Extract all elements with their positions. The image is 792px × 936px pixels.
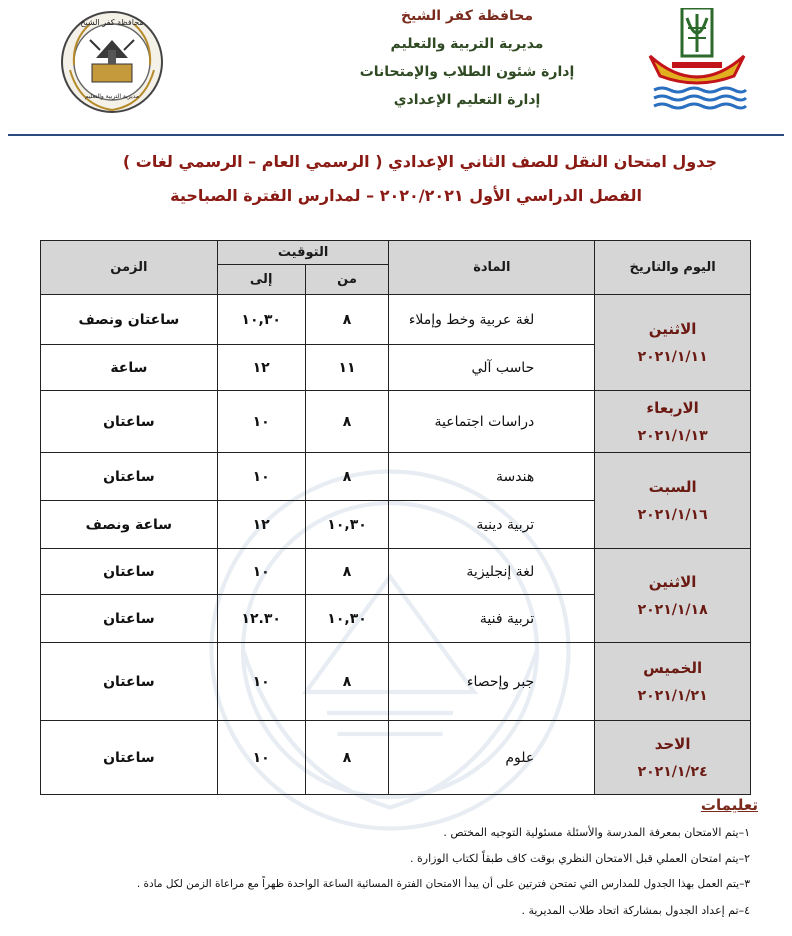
seal-top-text: محافظة كفر الشيخ <box>80 18 144 27</box>
seal-bottom-text: مديرية التربية والتعليم <box>84 93 140 100</box>
subject-cell: تربية فنية <box>389 595 595 643</box>
from-cell: ٨ <box>305 643 389 721</box>
day-name: الاثنين <box>648 319 697 338</box>
header-day-date: اليوم والتاريخ <box>595 241 751 295</box>
table-row <box>41 549 751 595</box>
day-cell <box>595 643 751 721</box>
day-name: الاربعاء <box>646 398 699 417</box>
governorate-boat-logo <box>642 8 752 114</box>
day-cell <box>595 391 751 453</box>
schedule-subtitle: الفصل الدراسي الأول ٢٠٢٠/٢٠٢١ – لمدارس الفترة الصباحية <box>170 186 642 205</box>
duration-cell: ساعتان <box>41 721 218 795</box>
header-directorate: مديرية التربية والتعليم <box>390 36 544 52</box>
to-cell: ١٢ <box>217 345 305 391</box>
header-subject: المادة <box>389 241 595 295</box>
table-row <box>41 453 751 501</box>
instructions-title: تعليمات <box>700 796 758 814</box>
schedule-title: جدول امتحان النقل للصف الثاني الإعدادي ( الرسمي العام – الرسمي لغات ) <box>122 152 717 171</box>
instruction-item: ٢–يتم امتحان العملي قبل الامتحان النظري بوقت كاف طبقاً لكتاب الوزارة . <box>410 852 750 865</box>
day-cell <box>595 549 751 643</box>
duration-cell: ساعة ونصف <box>41 501 218 549</box>
from-cell: ١١ <box>305 345 389 391</box>
from-cell: ٨ <box>305 721 389 795</box>
from-cell: ٨ <box>305 391 389 453</box>
day-name: الخميس <box>643 658 703 677</box>
table-row <box>41 295 751 345</box>
from-cell: ٨ <box>305 453 389 501</box>
exam-schedule-table <box>40 240 751 795</box>
instruction-item: ٤–تم إعداد الجدول بمشاركة اتحاد طلاب المديرية . <box>521 904 750 917</box>
header-from: من <box>305 265 389 295</box>
day-cell <box>595 295 751 391</box>
duration-cell: ساعتان <box>41 453 218 501</box>
to-cell: ١٠ <box>217 721 305 795</box>
table-row <box>41 721 751 795</box>
subject-cell: جبر وإحصاء <box>389 643 595 721</box>
day-cell <box>595 453 751 549</box>
duration-cell: ساعتان <box>41 643 218 721</box>
header-prep-department: إدارة التعليم الإعدادي <box>393 92 541 108</box>
header-timing: التوقيت <box>217 241 389 265</box>
day-date: ٢٠٢١/١/١١ <box>637 348 708 365</box>
subject-cell: لغة عربية وخط وإملاء <box>389 295 595 345</box>
to-cell: ١٠ <box>217 391 305 453</box>
day-cell <box>595 721 751 795</box>
subject-cell: تربية دينية <box>389 501 595 549</box>
header-to: إلى <box>217 265 305 295</box>
header-governorate: محافظة كفر الشيخ <box>400 8 534 24</box>
duration-cell: ساعة <box>41 345 218 391</box>
subject-cell: دراسات اجتماعية <box>389 391 595 453</box>
header-divider <box>8 134 784 136</box>
to-cell: ١٠ <box>217 549 305 595</box>
to-cell: ١٠ <box>217 643 305 721</box>
subject-cell: هندسة <box>389 453 595 501</box>
from-cell: ١٠,٣٠ <box>305 595 389 643</box>
day-date: ٢٠٢١/١/١٣ <box>637 427 708 444</box>
day-date: ٢٠٢١/١/١٨ <box>637 601 708 618</box>
duration-cell: ساعتان ونصف <box>41 295 218 345</box>
directorate-seal-logo <box>60 10 164 114</box>
day-name: الاثنين <box>648 572 697 591</box>
header-affairs-department: إدارة شئون الطلاب والإمتحانات <box>359 64 575 80</box>
subject-cell: علوم <box>389 721 595 795</box>
from-cell: ٨ <box>305 295 389 345</box>
to-cell: ١٢ <box>217 501 305 549</box>
table-row <box>41 391 751 453</box>
instruction-item: ٣–يتم العمل بهذا الجدول للمدارس التي تمتحن فترتين على أن يبدأ الامتحان الفترة المسائية الساعة الواحدة ظهراً مع مراعاة الزمن لكل مادة . <box>136 878 750 890</box>
from-cell: ١٠,٣٠ <box>305 501 389 549</box>
duration-cell: ساعتان <box>41 391 218 453</box>
to-cell: ١٠ <box>217 453 305 501</box>
day-date: ٢٠٢١/١/٢١ <box>637 687 708 704</box>
table-row <box>41 643 751 721</box>
day-date: ٢٠٢١/١/٢٤ <box>637 763 708 780</box>
to-cell: ١٠,٣٠ <box>217 295 305 345</box>
subject-cell: حاسب آلي <box>389 345 595 391</box>
day-name: السبت <box>648 477 697 496</box>
from-cell: ٨ <box>305 549 389 595</box>
instruction-item: ١–يتم الامتحان بمعرفة المدرسة والأسئلة مسئولية التوجيه المختص . <box>443 826 750 839</box>
subject-cell: لغة إنجليزية <box>389 549 595 595</box>
header-lines <box>317 2 617 114</box>
day-date: ٢٠٢١/١/١٦ <box>637 506 708 523</box>
header-duration: الزمن <box>41 241 218 295</box>
day-name: الاحد <box>654 734 691 753</box>
duration-cell: ساعتان <box>41 549 218 595</box>
to-cell: ١٢.٣٠ <box>217 595 305 643</box>
duration-cell: ساعتان <box>41 595 218 643</box>
